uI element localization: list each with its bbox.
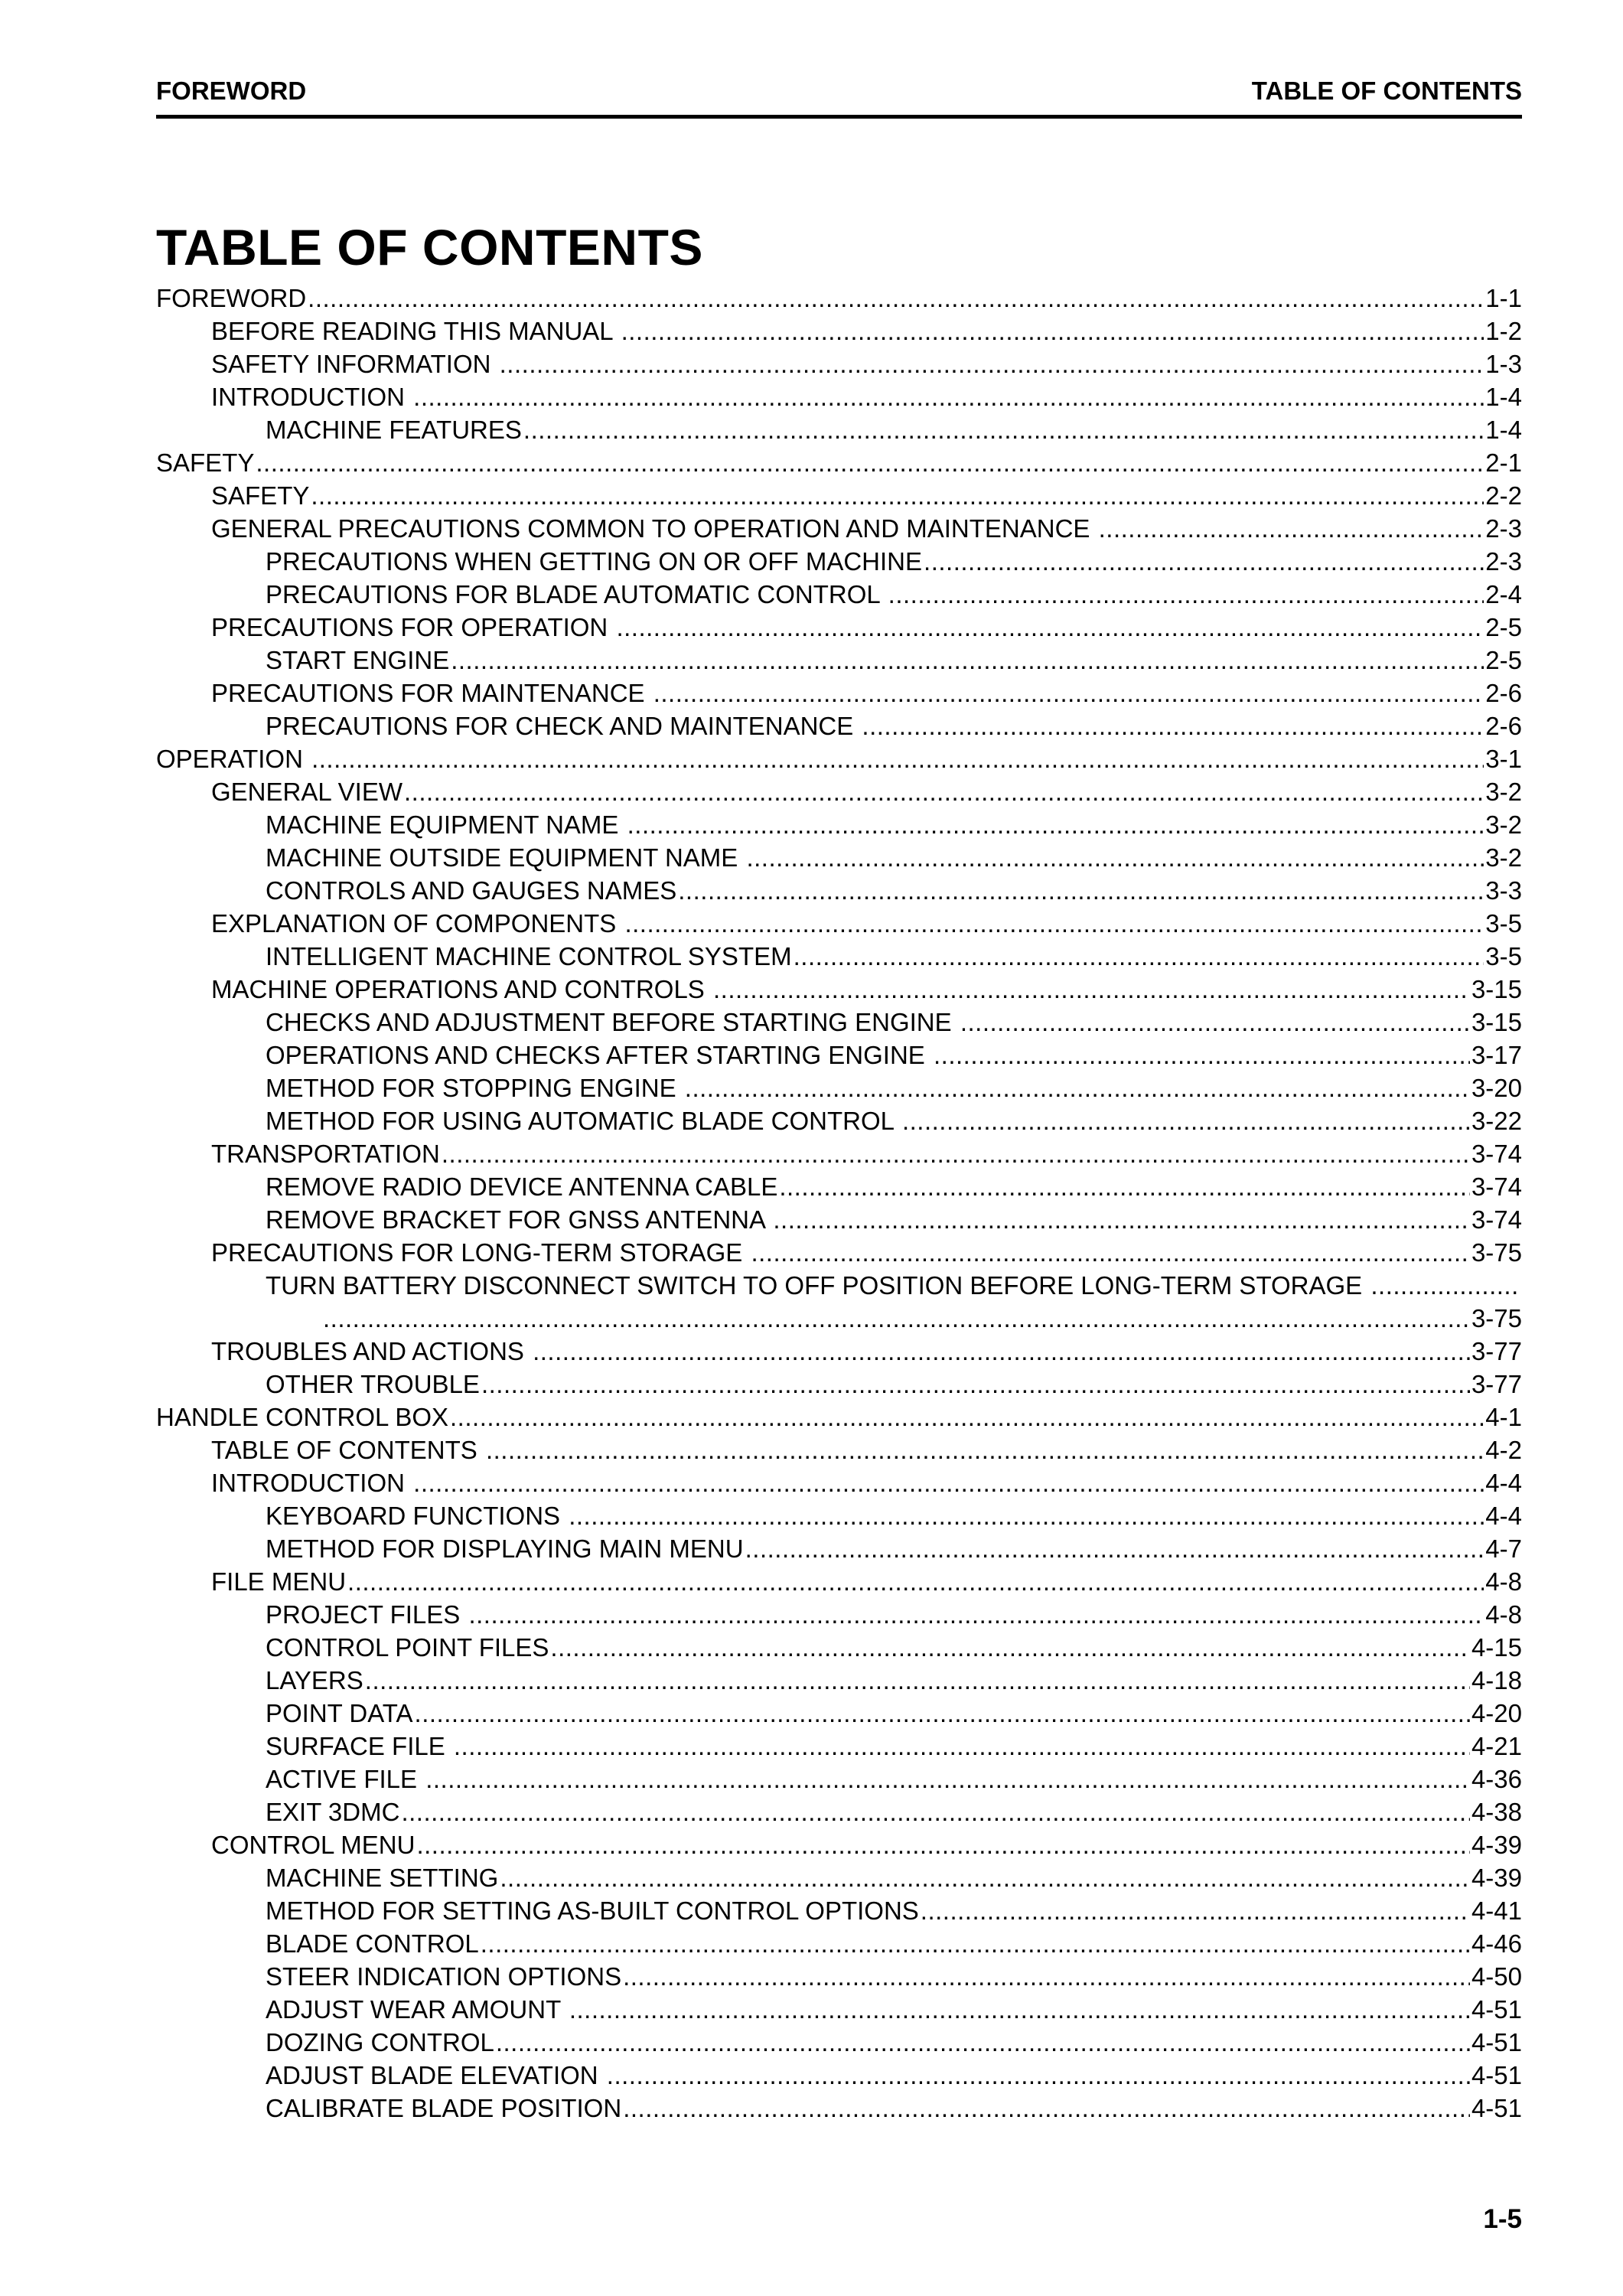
toc-entry[interactable] [156, 1499, 1522, 1532]
toc-entry[interactable] [156, 1697, 1522, 1730]
toc-entry-page: 3-15 [1471, 975, 1522, 1003]
toc-entry-page: 1-4 [1485, 383, 1522, 411]
toc-entry[interactable] [156, 1302, 1522, 1335]
toc-leader-dots [624, 907, 1484, 940]
toc-leader-dots [454, 1730, 1470, 1763]
toc-entry-title: HANDLE CONTROL BOX [156, 1403, 449, 1431]
toc-entry-page: 1-2 [1485, 317, 1522, 345]
toc-entry-page: 4-41 [1471, 1896, 1522, 1925]
toc-entry-page: 2-5 [1485, 646, 1522, 674]
toc-entry-title: REMOVE BRACKET FOR GNSS ANTENNA [266, 1205, 772, 1234]
toc-entry-title: METHOD FOR USING AUTOMATIC BLADE CONTROL [266, 1107, 901, 1135]
toc-entry-page: 2-3 [1485, 514, 1522, 543]
toc-leader-dots [678, 874, 1484, 907]
toc-leader-dots [921, 1894, 1470, 1927]
toc-list [156, 282, 1522, 2125]
toc-entry-title: BLADE CONTROL [266, 1929, 479, 1958]
toc-leader-dots [751, 1236, 1469, 1269]
toc-entry[interactable] [156, 808, 1522, 841]
toc-leader-dots [401, 1795, 1470, 1828]
toc-entry-page: 4-18 [1471, 1666, 1522, 1694]
toc-entry-page: 3-77 [1471, 1337, 1522, 1365]
toc-leader-dots [607, 2059, 1470, 2092]
toc-entry[interactable] [156, 315, 1522, 347]
toc-leader-dots [481, 1368, 1470, 1401]
toc-entry-page: 4-51 [1471, 2094, 1522, 2122]
toc-entry-title: OPERATION [156, 745, 311, 773]
toc-leader-dots [569, 1499, 1484, 1532]
toc-entry[interactable] [156, 1598, 1522, 1631]
toc-entry[interactable] [156, 1763, 1522, 1795]
toc-entry-page: 4-38 [1471, 1798, 1522, 1826]
toc-entry-page: 2-5 [1485, 613, 1522, 641]
toc-leader-dots [746, 841, 1484, 874]
toc-leader-dots [627, 808, 1484, 841]
toc-entry[interactable] [156, 446, 1522, 479]
toc-leader-dots [616, 611, 1484, 644]
toc-entry-title: PRECAUTIONS WHEN GETTING ON OR OFF MACHINE [266, 547, 923, 576]
toc-entry[interactable] [156, 742, 1522, 775]
toc-entry-page: 1-1 [1485, 284, 1522, 312]
toc-entry-page: 3-75 [1471, 1238, 1522, 1267]
toc-entry[interactable] [156, 940, 1522, 973]
toc-leader-dots [311, 479, 1484, 512]
header-divider [156, 115, 1522, 119]
toc-entry[interactable] [156, 1203, 1522, 1236]
toc-leader-dots [773, 1203, 1470, 1236]
toc-entry[interactable] [156, 1795, 1522, 1828]
toc-entry[interactable] [156, 1236, 1522, 1269]
toc-entry[interactable] [156, 973, 1522, 1006]
toc-entry-title: OPERATIONS AND CHECKS AFTER STARTING ENGINE [266, 1041, 932, 1069]
toc-entry-page: 4-8 [1485, 1567, 1522, 1596]
toc-entry[interactable] [156, 1269, 1522, 1302]
toc-entry-page: 3-74 [1471, 1140, 1522, 1168]
toc-entry-page: 3-3 [1485, 876, 1522, 905]
toc-leader-dots [404, 775, 1484, 808]
toc-leader-dots [902, 1104, 1470, 1137]
toc-entry-title: ADJUST BLADE ELEVATION [266, 2061, 605, 2089]
toc-entry-page: 3-2 [1485, 810, 1522, 839]
toc-entry-title: SURFACE FILE [266, 1732, 452, 1760]
toc-leader-dots [365, 1664, 1470, 1697]
toc-entry-page: 2-6 [1485, 679, 1522, 707]
toc-entry[interactable] [156, 479, 1522, 512]
toc-entry-page: 4-39 [1471, 1864, 1522, 1892]
toc-entry-page: 2-3 [1485, 547, 1522, 576]
toc-entry-title: PRECAUTIONS FOR MAINTENANCE [211, 679, 652, 707]
toc-entry-page: 3-1 [1485, 745, 1522, 773]
toc-leader-dots [745, 1532, 1484, 1565]
toc-entry[interactable] [156, 907, 1522, 940]
page-title: TABLE OF CONTENTS [156, 219, 703, 276]
toc-entry-page: 4-51 [1471, 2061, 1522, 2089]
toc-entry-title: START ENGINE [266, 646, 450, 674]
toc-entry-page: 3-5 [1485, 909, 1522, 938]
toc-entry-title: FOREWORD [156, 284, 307, 312]
toc-entry[interactable] [156, 1137, 1522, 1170]
toc-entry[interactable] [156, 1565, 1522, 1598]
toc-leader-dots [550, 1631, 1470, 1664]
toc-entry[interactable] [156, 1039, 1522, 1071]
toc-entry[interactable] [156, 282, 1522, 315]
toc-entry-title: LAYERS [266, 1666, 363, 1694]
toc-leader-dots [347, 1565, 1484, 1598]
toc-entry[interactable] [156, 1960, 1522, 1993]
toc-leader-dots [794, 940, 1484, 973]
toc-entry[interactable] [156, 1104, 1522, 1137]
toc-leader-dots [862, 709, 1484, 742]
toc-entry-title: MACHINE OPERATIONS AND CONTROLS [211, 975, 712, 1003]
toc-entry-title: REMOVE RADIO DEVICE ANTENNA CABLE [266, 1172, 778, 1201]
toc-entry-title: KEYBOARD FUNCTIONS [266, 1502, 568, 1530]
toc-entry-page: 4-4 [1485, 1502, 1522, 1530]
toc-leader-dots [308, 282, 1484, 315]
toc-entry[interactable] [156, 1664, 1522, 1697]
toc-leader-dots [1099, 512, 1484, 545]
toc-entry-title: STEER INDICATION OPTIONS [266, 1962, 622, 1991]
toc-entry[interactable] [156, 380, 1522, 413]
toc-leader-dots [468, 1598, 1484, 1631]
toc-leader-dots [960, 1006, 1470, 1039]
toc-entry-page: 1-4 [1485, 416, 1522, 444]
toc-entry-page: 4-2 [1485, 1436, 1522, 1464]
toc-entry[interactable] [156, 1433, 1522, 1466]
toc-entry-title: ADJUST WEAR AMOUNT [266, 1995, 568, 2024]
toc-entry[interactable] [156, 512, 1522, 545]
toc-entry-page: 3-5 [1485, 942, 1522, 970]
toc-entry-title: PRECAUTIONS FOR BLADE AUTOMATIC CONTROL [266, 580, 887, 608]
toc-entry-page: 2-2 [1485, 481, 1522, 510]
toc-entry-title: MACHINE SETTING [266, 1864, 499, 1892]
toc-entry-title: OTHER TROUBLE [266, 1370, 480, 1398]
toc-entry[interactable] [156, 611, 1522, 644]
toc-leader-dots [779, 1170, 1470, 1203]
toc-leader-dots [685, 1071, 1470, 1104]
toc-entry-page: 4-36 [1471, 1765, 1522, 1793]
toc-leader-dots [623, 2092, 1470, 2125]
toc-leader-dots [1370, 1269, 1520, 1302]
toc-entry-page: 3-20 [1471, 1074, 1522, 1102]
toc-entry-title: CALIBRATE BLADE POSITION [266, 2094, 622, 2122]
toc-entry-title: METHOD FOR DISPLAYING MAIN MENU [266, 1534, 744, 1563]
toc-entry[interactable] [156, 1927, 1522, 1960]
running-header-title: TABLE OF CONTENTS [1251, 77, 1522, 105]
toc-leader-dots [523, 413, 1484, 446]
toc-entry-title: PRECAUTIONS FOR OPERATION [211, 613, 615, 641]
toc-leader-dots [924, 545, 1484, 578]
toc-leader-dots [442, 1137, 1470, 1170]
toc-leader-dots [713, 973, 1470, 1006]
toc-leader-dots [500, 347, 1484, 380]
toc-entry-page: 2-6 [1485, 712, 1522, 740]
toc-entry-page: 4-50 [1471, 1962, 1522, 1991]
toc-entry-title: EXIT 3DMC [266, 1798, 400, 1826]
toc-entry-title: TABLE OF CONTENTS [211, 1436, 484, 1464]
toc-entry-title: CHECKS AND ADJUSTMENT BEFORE STARTING ENGINE [266, 1008, 959, 1036]
toc-entry-title: SAFETY INFORMATION [211, 350, 498, 378]
toc-entry[interactable] [156, 841, 1522, 874]
toc-entry[interactable] [156, 1170, 1522, 1203]
toc-leader-dots [486, 1433, 1484, 1466]
toc-entry-page: 4-20 [1471, 1699, 1522, 1727]
toc-leader-dots [451, 644, 1484, 677]
toc-entry-title: PRECAUTIONS FOR CHECK AND MAINTENANCE [266, 712, 861, 740]
toc-entry-title: PROJECT FILES [266, 1600, 468, 1629]
toc-entry-page: 4-4 [1485, 1469, 1522, 1497]
toc-entry-page: 4-46 [1471, 1929, 1522, 1958]
toc-entry[interactable] [156, 347, 1522, 380]
toc-entry-title: TRANSPORTATION [211, 1140, 440, 1168]
toc-entry[interactable] [156, 1335, 1522, 1368]
toc-leader-dots [500, 1861, 1470, 1894]
toc-entry[interactable] [156, 1006, 1522, 1039]
toc-entry-title: MACHINE FEATURES [266, 416, 522, 444]
toc-entry-page: 3-74 [1471, 1205, 1522, 1234]
toc-leader-dots [415, 1697, 1470, 1730]
toc-entry[interactable] [156, 644, 1522, 677]
toc-entry-title: GENERAL VIEW [211, 778, 402, 806]
toc-entry[interactable] [156, 1861, 1522, 1894]
toc-entry-page: 4-15 [1471, 1633, 1522, 1662]
toc-entry-title: CONTROL POINT FILES [266, 1633, 549, 1662]
toc-entry-title: GENERAL PRECAUTIONS COMMON TO OPERATION AND MAINTENANCE [211, 514, 1097, 543]
toc-leader-dots [623, 1960, 1470, 1993]
toc-entry[interactable] [156, 677, 1522, 709]
toc-entry-title: INTRODUCTION [211, 383, 412, 411]
toc-entry-title: INTRODUCTION [211, 1469, 412, 1497]
toc-entry[interactable] [156, 545, 1522, 578]
toc-entry-title: SAFETY [156, 448, 255, 477]
page-number: 1-5 [1483, 2204, 1522, 2234]
toc-entry-title: EXPLANATION OF COMPONENTS [211, 909, 624, 938]
toc-entry-page: 4-51 [1471, 1995, 1522, 2024]
toc-entry[interactable] [156, 2059, 1522, 2092]
toc-entry-page: 4-8 [1485, 1600, 1522, 1629]
toc-entry[interactable] [156, 1894, 1522, 1927]
toc-entry[interactable] [156, 413, 1522, 446]
toc-leader-dots [256, 446, 1484, 479]
toc-entry-title: MACHINE EQUIPMENT NAME [266, 810, 626, 839]
toc-entry[interactable] [156, 1631, 1522, 1664]
toc-entry-page: 3-74 [1471, 1172, 1522, 1201]
toc-entry[interactable] [156, 1071, 1522, 1104]
toc-entry[interactable] [156, 1828, 1522, 1861]
toc-entry-title: CONTROL MENU [211, 1831, 416, 1859]
toc-entry-title: MACHINE OUTSIDE EQUIPMENT NAME [266, 843, 745, 872]
toc-entry-title: ACTIVE FILE [266, 1765, 425, 1793]
toc-leader-dots [450, 1401, 1484, 1433]
toc-entry[interactable] [156, 2026, 1522, 2059]
toc-entry-title: POINT DATA [266, 1699, 413, 1727]
toc-leader-dots [425, 1763, 1470, 1795]
toc-entry[interactable] [156, 709, 1522, 742]
toc-entry[interactable] [156, 1532, 1522, 1565]
toc-entry-page: 3-15 [1471, 1008, 1522, 1036]
toc-entry-page: 3-2 [1485, 843, 1522, 872]
toc-entry-page: 3-75 [1471, 1304, 1522, 1332]
toc-entry-title: FILE MENU [211, 1567, 347, 1596]
toc-leader-dots [323, 1302, 1470, 1335]
toc-entry-title: BEFORE READING THIS MANUAL [211, 317, 620, 345]
toc-entry[interactable] [156, 1466, 1522, 1499]
toc-leader-dots [413, 380, 1484, 413]
toc-entry[interactable] [156, 578, 1522, 611]
toc-leader-dots [533, 1335, 1470, 1368]
toc-entry-page: 4-1 [1485, 1403, 1522, 1431]
toc-entry-page: 2-1 [1485, 448, 1522, 477]
toc-entry-page: 2-4 [1485, 580, 1522, 608]
toc-entry-title: TROUBLES AND ACTIONS [211, 1337, 532, 1365]
running-header-section: FOREWORD [156, 77, 307, 105]
toc-entry-title: SAFETY [211, 481, 310, 510]
toc-leader-dots [934, 1039, 1470, 1071]
toc-entry-page: 3-22 [1471, 1107, 1522, 1135]
toc-entry-title: METHOD FOR STOPPING ENGINE [266, 1074, 683, 1102]
toc-entry-page: 1-3 [1485, 350, 1522, 378]
toc-entry-title: CONTROLS AND GAUGES NAMES [266, 876, 677, 905]
toc-leader-dots [311, 742, 1484, 775]
toc-entry[interactable] [156, 1993, 1522, 2026]
toc-leader-dots [569, 1993, 1470, 2026]
toc-entry[interactable] [156, 775, 1522, 808]
toc-entry-page: 4-21 [1471, 1732, 1522, 1760]
toc-entry[interactable] [156, 1730, 1522, 1763]
toc-leader-dots [653, 677, 1484, 709]
toc-entry-page: 4-7 [1485, 1534, 1522, 1563]
toc-entry[interactable] [156, 2092, 1522, 2125]
toc-leader-dots [416, 1828, 1469, 1861]
toc-entry-page: 3-77 [1471, 1370, 1522, 1398]
toc-entry-page: 3-17 [1471, 1041, 1522, 1069]
toc-entry[interactable] [156, 1401, 1522, 1433]
toc-entry-title: TURN BATTERY DISCONNECT SWITCH TO OFF POSITION BEFORE LONG-TERM STORAGE [266, 1271, 1370, 1300]
toc-leader-dots [413, 1466, 1484, 1499]
toc-leader-dots [481, 1927, 1470, 1960]
toc-entry-title: INTELLIGENT MACHINE CONTROL SYSTEM [266, 942, 792, 970]
toc-entry-page: 4-51 [1471, 2028, 1522, 2056]
toc-entry[interactable] [156, 874, 1522, 907]
toc-entry[interactable] [156, 1368, 1522, 1401]
toc-leader-dots [621, 315, 1484, 347]
toc-entry-title: PRECAUTIONS FOR LONG-TERM STORAGE [211, 1238, 750, 1267]
toc-entry-page: 3-2 [1485, 778, 1522, 806]
toc-entry-title: METHOD FOR SETTING AS-BUILT CONTROL OPTIONS [266, 1896, 919, 1925]
toc-entry-title: DOZING CONTROL [266, 2028, 494, 2056]
toc-leader-dots [888, 578, 1484, 611]
toc-entry-page: 4-39 [1471, 1831, 1522, 1859]
toc-leader-dots [496, 2026, 1470, 2059]
